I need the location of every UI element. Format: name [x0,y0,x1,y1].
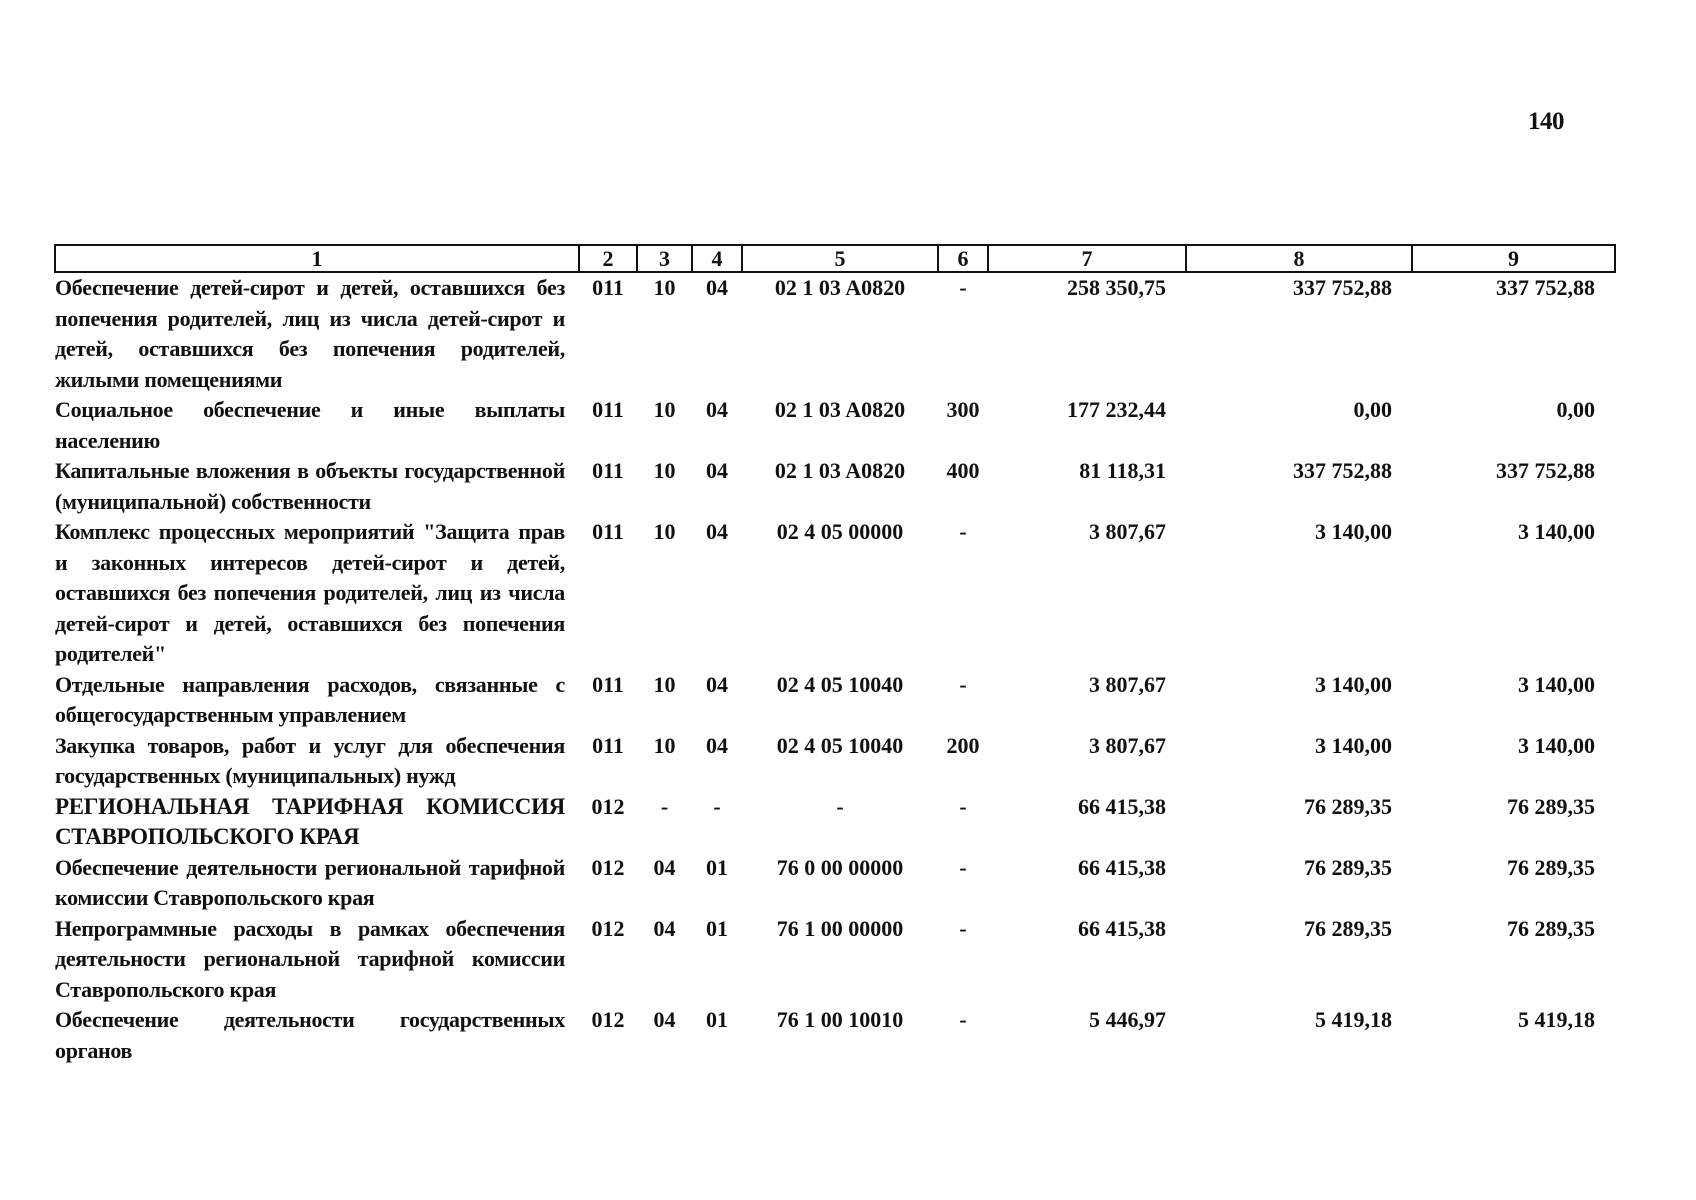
cell-expense-type: - [959,1007,967,1032]
header-col-5: 5 [742,245,938,272]
cell-amount-col9: 337 752,88 [1496,458,1595,483]
table-body [55,272,1615,1066]
cell-amount-col7: 66 415,38 [1078,854,1166,880]
cell-subsection: 01 [706,854,728,880]
row-name: Капитальные вложения в объекты государственной (муниципальной) собственности [55,458,565,514]
cell-ministry-code: 011 [592,671,624,697]
row-name: Непрограммные расходы в рамках обеспечения деятельности региональной тарифной комиссии Ставропольского края [55,915,565,1002]
cell-amount-col7: 258 350,75 [1067,275,1166,300]
cell-amount-col9: 3 140,00 [1518,519,1595,544]
cell-section: 10 [653,519,676,544]
cell-amount-col7: 66 415,38 [1078,915,1166,941]
budget-table-container [54,244,1614,1066]
row-name: Закупка товаров, работ и услуг для обеспечения государственных (муниципальных) нужд [55,732,565,788]
row-name: Обеспечение деятельности региональной тарифной комиссии Ставропольского края [55,854,565,910]
cell-amount-col8: 0,00 [1353,397,1392,422]
table-row [55,792,1615,853]
cell-target-article: 02 4 05 10040 [776,671,904,697]
cell-expense-type: - [959,275,967,300]
header-col-7: 7 [988,245,1186,272]
cell-subsection: 04 [706,519,728,544]
cell-ministry-code: 011 [592,458,624,483]
cell-section: 10 [653,732,676,758]
cell-subsection: 01 [706,915,728,941]
cell-amount-col9: 3 140,00 [1518,732,1595,758]
cell-amount-col8: 5 419,18 [1315,1007,1392,1032]
row-name: РЕГИОНАЛЬНАЯ ТАРИФНАЯ КОМИССИЯ СТАВРОПОЛЬСКОГО КРАЯ [55,793,565,849]
cell-amount-col8: 3 140,00 [1315,519,1392,544]
cell-amount-col7: 177 232,44 [1067,397,1166,422]
cell-subsection: - [713,793,721,819]
cell-amount-col9: 337 752,88 [1496,275,1595,300]
cell-amount-col8: 337 752,88 [1293,458,1392,483]
table-row [55,272,1615,395]
cell-subsection: 04 [706,671,728,697]
cell-target-article: 02 4 05 10040 [776,732,904,758]
cell-section: 10 [653,275,676,300]
cell-amount-col8: 76 289,35 [1304,793,1392,819]
table-row [55,517,1615,670]
header-col-9: 9 [1412,245,1615,272]
cell-ministry-code: 011 [592,732,624,758]
cell-section: 04 [653,1007,676,1032]
cell-expense-type: - [959,671,967,697]
table-row [55,456,1615,517]
cell-ministry-code: 011 [592,275,624,300]
cell-target-article: - [836,793,844,819]
cell-amount-col7: 3 807,67 [1089,732,1166,758]
cell-amount-col9: 0,00 [1556,397,1595,422]
table-row [55,853,1615,914]
header-col-4: 4 [692,245,742,272]
page-number: 140 [1528,108,1564,135]
header-col-2: 2 [579,245,637,272]
table-row [55,670,1615,731]
cell-subsection: 04 [706,275,728,300]
cell-subsection: 04 [706,732,728,758]
cell-target-article: 02 4 05 00000 [776,519,904,544]
cell-ministry-code: 011 [592,519,624,544]
cell-amount-col9: 76 289,35 [1507,915,1595,941]
cell-amount-col7: 3 807,67 [1089,519,1166,544]
cell-section: 04 [653,854,676,880]
cell-amount-col8: 337 752,88 [1293,275,1392,300]
cell-ministry-code: 012 [591,915,625,941]
cell-subsection: 01 [706,1007,728,1032]
cell-expense-type: - [959,854,967,880]
header-col-8: 8 [1186,245,1412,272]
cell-amount-col8: 76 289,35 [1304,854,1392,880]
cell-amount-col7: 81 118,31 [1079,458,1166,483]
cell-section: 10 [653,458,676,483]
header-col-1: 1 [55,245,579,272]
cell-ministry-code: 012 [591,793,625,819]
cell-expense-type: - [959,519,967,544]
header-row [55,245,1615,272]
cell-amount-col7: 66 415,38 [1078,793,1166,819]
table-row [55,914,1615,1006]
cell-target-article: 76 1 00 10010 [776,1007,904,1032]
table-row [55,1005,1615,1066]
cell-amount-col8: 76 289,35 [1304,915,1392,941]
cell-target-article: 02 1 03 A0820 [774,458,906,483]
cell-subsection: 04 [706,458,728,483]
cell-amount-col9: 76 289,35 [1507,854,1595,880]
table-row [55,731,1615,792]
row-name: Социальное обеспечение и иные выплаты населению [55,397,565,453]
cell-expense-type: 300 [946,397,980,422]
cell-amount-col8: 3 140,00 [1315,732,1392,758]
cell-expense-type: 400 [946,458,980,483]
cell-amount-col7: 3 807,67 [1089,671,1166,697]
cell-amount-col7: 5 446,97 [1089,1007,1166,1032]
header-col-6: 6 [938,245,988,272]
row-name: Комплекс процессных мероприятий "Защита прав и законных интересов детей-сирот и детей, оставшихся без попечения родителей, лиц из числа детей-сирот и детей, оставшихся без попечения родителей" [55,519,565,666]
cell-subsection: 04 [706,397,728,422]
table-row [55,395,1615,456]
cell-target-article: 02 1 03 A0820 [774,397,906,422]
cell-target-article: 02 1 03 A0820 [774,275,906,300]
table-header [55,245,1615,272]
cell-section: 10 [653,397,676,422]
cell-amount-col8: 3 140,00 [1315,671,1392,697]
cell-target-article: 76 0 00 00000 [776,854,904,880]
cell-section: - [660,793,669,819]
cell-expense-type: 200 [946,732,980,758]
cell-target-article: 76 1 00 00000 [776,915,904,941]
cell-expense-type: - [959,793,967,819]
row-name: Обеспечение деятельности государственных органов [55,1007,565,1063]
cell-ministry-code: 011 [592,397,624,422]
row-name: Отдельные направления расходов, связанные с общегосударственным управлением [55,671,565,727]
budget-table [54,244,1616,1066]
cell-amount-col9: 76 289,35 [1507,793,1595,819]
cell-section: 10 [653,671,676,697]
cell-amount-col9: 3 140,00 [1518,671,1595,697]
row-name: Обеспечение детей-сирот и детей, оставшихся без попечения родителей, лиц из числа детей-сирот и детей, оставшихся без попечения родителей, жилыми помещениями [55,275,565,392]
cell-section: 04 [653,915,676,941]
header-col-3: 3 [637,245,692,272]
cell-expense-type: - [959,915,967,941]
cell-ministry-code: 012 [591,1007,625,1032]
cell-amount-col9: 5 419,18 [1518,1007,1595,1032]
cell-ministry-code: 012 [591,854,625,880]
